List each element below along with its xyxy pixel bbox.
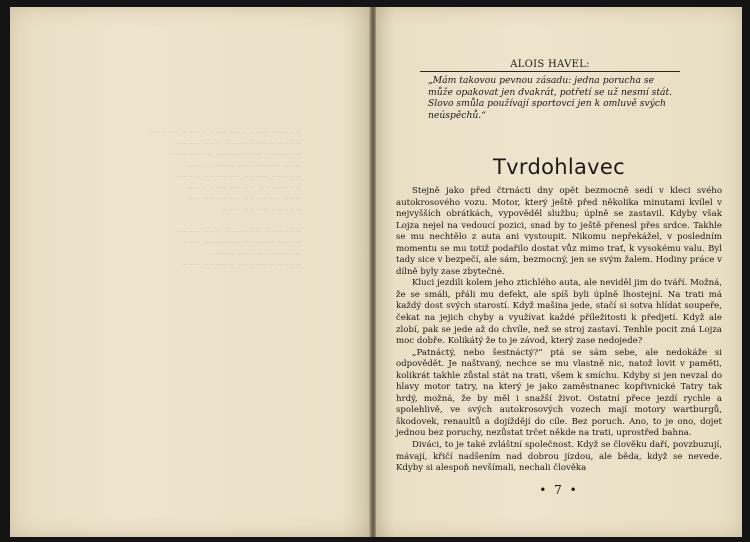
paragraph: „Patnáctý, nebo šestnáctý?“ ptá se sám sebe, ale nedokáže si odpovědět. Je naštvaný, nechce se mu vlastně nic, natož lovit v paměti, kolikrát takhle zůstal stát na trati, všem k smíchu. Kdyby si jen nevzal do hlavy motor tatry, na který je jako zaměstnanec kopřivnické Tatry tak hrdý, možná, že by měl i snažší život. Ostatní přece jezdí rychle a spolehlivě, ve svých autokrosových vozech mají motory wartburgů, škodovek, renaultů a dojíždějí do cíle. Bez poruch. Ano, to je ono, dojet jednou bez poruchy, nezůstat trčet někde na trati, uprostřed bahna. [396,347,722,439]
paragraph: Stejně jako před čtrnácti dny opět bezmocně sedí v kleci svého autokrosového vozu. Motor, který ještě před několika minutami kvílel v nejvyšších obrátkách, vypověděl službu; úplně se zastavil. Kdyby však Lojza nejel na vedoucí pozici, snad by to ještě přenesl přes srdce. Takhle se mu nechtělo z auta ani vystoupit. Nikomu nepřekážel, v posledním momentu se mu totiž podařilo dostat vůz mimo trať, k vysokému valu. Byl tady sice v bezpečí, ale sám, bezmocný, jen se svým žalem. Hodiny práce v dílně byly zase zbytečné. [396,186,722,277]
epigraph [420,59,680,121]
paragraph: Diváci, to je také zvláštní společnost. Když se člověku daří, povzbuzují, mávají, křičí nadšením nad dobrou jízdou, ale běda, když se nevede. Kdyby si alespoň nevšímali, nechali člověka [396,440,722,474]
body-text [396,186,722,475]
show-through-text: ~~~~~ ~~~ ~~~~~~ ~~~~ ~~~~~ ~~~~ ~~~~~~~~ ~~~ ~~~~ ~~~~~~ ~~ ~~~~~ ~~~~~~~ ~~~ ~~~~~~~ ~~~~ ~~~ ~~~~~ ~~~~ ~~~~~~ ~~~~ ~~~~~~~ ~~ ~~~~~ ~~~ ~~~ ~~~~~~ ~~~~~~ ~~ ~~~~~ ~~~~ ~~~ ~~~~~~ ~~~~~~ ~~~ ~~~~ ~~~~ ~~~~~ ~~~~~~ ~~~ ~~~~~~~ ~~~ ~~~~ ~~~~ ~~~~~~ ~~~~~ ~~~ [147,128,302,269]
right-page [376,7,742,537]
left-page [10,7,370,537]
epigraph-author: ALOIS HAVEL: [420,59,680,72]
page-number: • 7 • [539,483,579,497]
chapter-title: Tvrdohlavec [493,155,625,179]
epigraph-quote: „Mám takovou pevnou zásadu: jedna porucha se může opakovat jen dvakrát, potřetí se už nesmí stát. Slovo smůla používají sportovci jen k omluvě svých neúspěchů.“ [428,75,673,121]
paragraph: Kluci jezdili kolem jeho ztichlého auta, ale neviděl jim do tváří. Možná, že se smáli, přáli mu defekt, ale spíš byli úplně lhostejní. Na trati má každý dost svých starostí. Když mašina jede, stačí si sotva hlídat soupeře, čekat na jejich chyby a využívat každé příležitosti k předjetí. Když ale zlobí, pak se jede až do chvíle, než se stroj zastaví. Tenhle pocit zná Lojza moc dobře. Kolikátý že to je závod, který zase nedojede? [396,278,722,347]
